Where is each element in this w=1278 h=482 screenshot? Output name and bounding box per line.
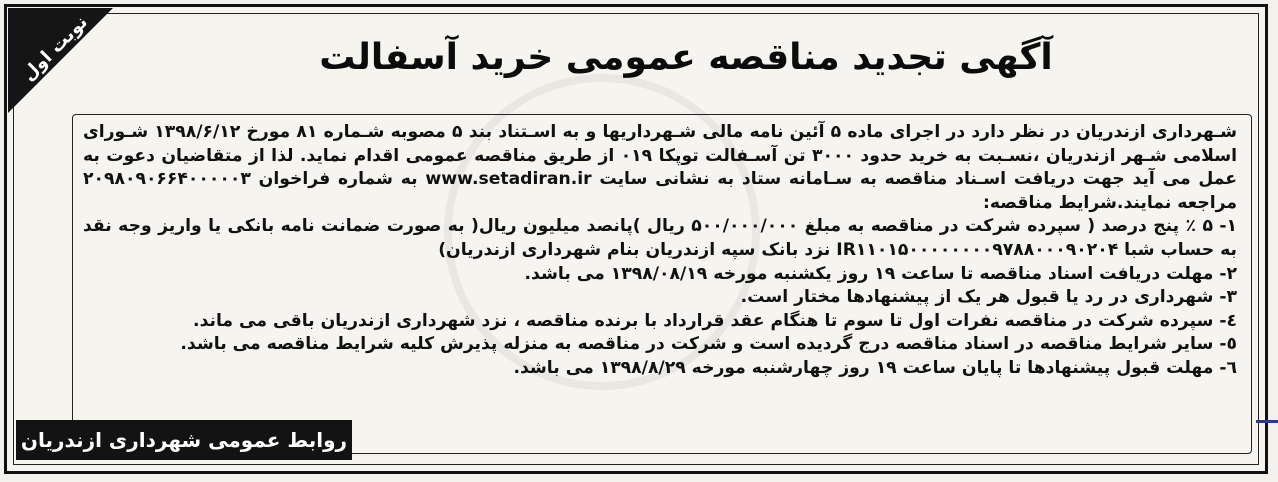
corner-badge xyxy=(8,8,113,113)
condition-item: ٦- مهلت قبول پیشنهادها تا پایان ساعت ۱۹ روز چهارشنبه مورخه ۱۳۹۸/۸/۲۹ می باشد. xyxy=(513,357,1237,378)
notice-inner-border xyxy=(13,13,1259,465)
condition-item: ۱- ۵ ٪ پنج درصد ( سپرده شرکت در مناقصه به مبلغ ۵۰۰/۰۰۰/۰۰۰ ریال )پانصد میلیون ریال( به صورت ضمانت نامه بانکی یا واریز وجه نقد به حساب شبا IR۱۱۰۱۵۰۰۰۰۰۰۰۰۹۷۸۸۰۰۰۹۰۲۰۴ نزد بانک سپه ازندریان بنام شهرداری ازندریان) xyxy=(83,216,1237,260)
intro-paragraph: شـهرداری ازندریان در نظر دارد در اجرای ماده ۵ آئین نامه مالی شـهرداریها و به اسـتناد بند ۵ مصوبه شـماره ۸۱ مورخ ۱۳۹۸/۶/۱۲ شـورای اسلامی شـهر ازندریان ،نسـبت به خرید حدود ۳۰۰۰ تن آسـفالت توپکا ۰۱۹ از طریق مناقصه عمومی اقدام نماید. لذا از متقاضیان دعوت به عمل می آید جهت دریافت اسـناد مناقصه به سـامانه ستاد به نشانی سایت www.setadiran.ir به شماره فراخوان ۲۰۹۸۰۹۰۶۶۴۰۰۰۰۰۳ مراجعه نمایند.شرایط مناقصه: xyxy=(83,122,1238,213)
condition-item: ٥- سایر شرایط مناقصه در اسناد مناقصه درج گردیده است و شرکت در مناقصه به منزله پذیرش کلیه شرایط مناقصه می باشد. xyxy=(180,334,1237,355)
condition-item: ۲- مهلت دریافت اسناد مناقصه تا ساعت ۱۹ روز یکشنبه مورخه ۱۳۹۸/۰۸/۱۹ می باشد. xyxy=(524,263,1237,284)
notice-body-box xyxy=(72,114,1252,454)
notice-title: آگهی تجدید مناقصه عمومی خرید آسفالت xyxy=(319,37,1053,78)
notice-body xyxy=(83,121,1237,381)
condition-item: ٤- سپرده شرکت در مناقصه نفرات اول تا سوم تا هنگام عقد قرارداد با برنده مناقصه ، نزد شهرداری ازندریان باقی می ماند. xyxy=(193,310,1237,331)
badge-triangle xyxy=(8,8,113,113)
conditions-list xyxy=(83,215,1237,380)
notice-frame xyxy=(4,4,1268,474)
edge-mark xyxy=(1256,420,1278,423)
badge-label: نوبت اول xyxy=(18,11,92,86)
condition-item: ۳- شهرداری در رد یا قبول هر یک از پیشنهادها مختار است. xyxy=(740,287,1237,308)
signature-banner: روابط عمومی شهرداری ازندریان xyxy=(16,420,352,460)
